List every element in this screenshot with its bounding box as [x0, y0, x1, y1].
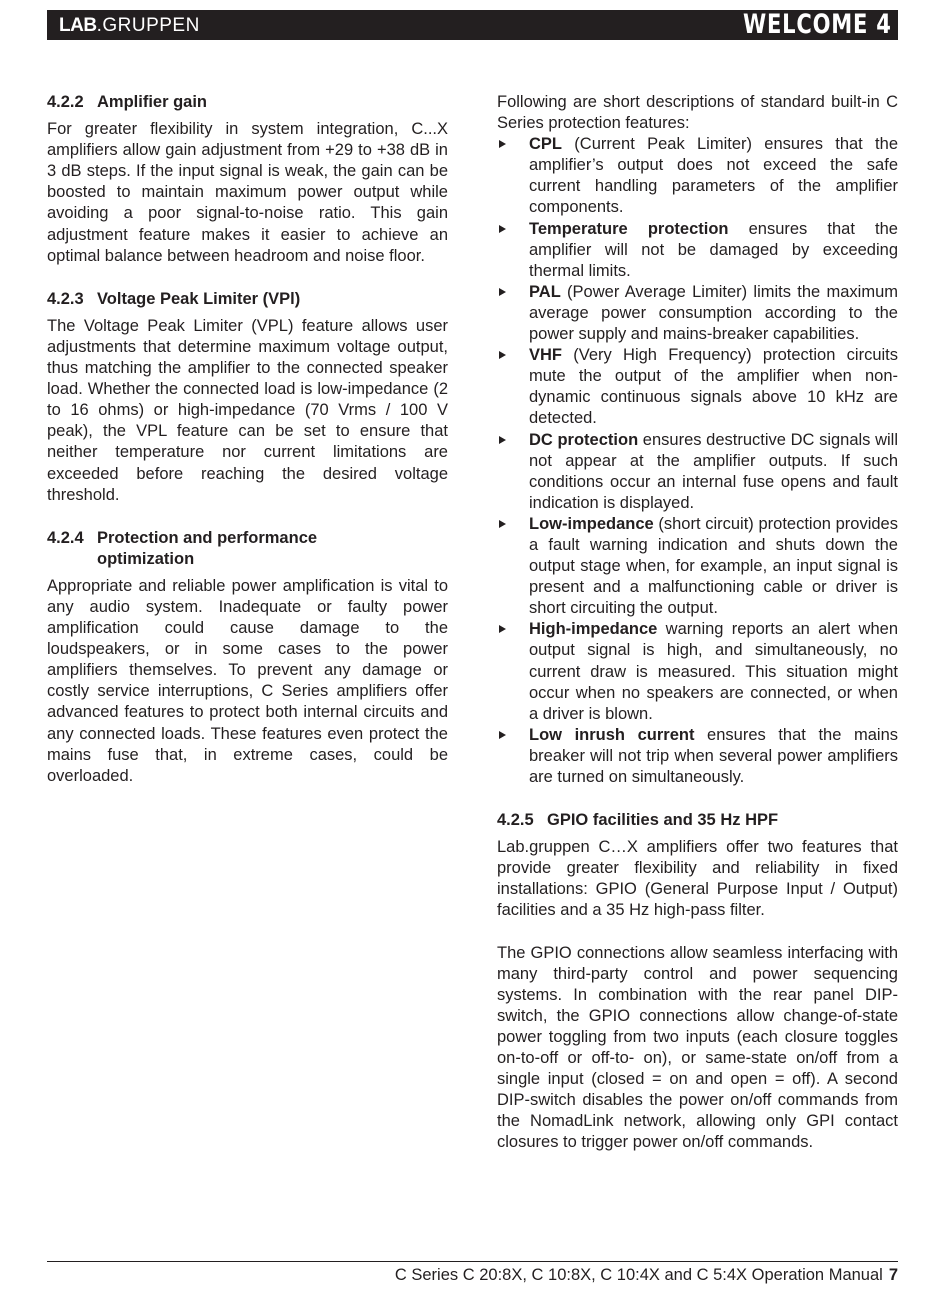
protection-feature-list	[497, 134, 898, 788]
list-item	[497, 219, 898, 282]
list-item	[497, 345, 898, 429]
heading-title: Protection and performance optimization	[97, 528, 318, 568]
bullet-triangle-icon	[499, 351, 506, 359]
heading-number: 4.2.3	[47, 289, 84, 308]
bullet-triangle-icon	[499, 625, 506, 633]
heading-number: 4.2.5	[497, 811, 534, 830]
logo-lab: LAB	[59, 15, 97, 36]
paragraph-gpio-intro: Lab.gruppen C…X amplifiers offer two features that provide greater flexibility and reliability in fixed installations: GPIO (General Purpose Input / Output) facilities and a 35 Hz high-pass filter.	[497, 838, 898, 920]
list-item	[497, 430, 898, 514]
list-item	[497, 725, 898, 788]
heading-title: Voltage Peak Limiter (VPl)	[97, 289, 301, 308]
bullet-triangle-icon	[499, 520, 506, 528]
heading-title: GPIO facilities and 35 Hz HPF	[547, 811, 779, 830]
paragraph-voltage-peak-limiter: The Voltage Peak Limiter (VPL) feature allows user adjustments that determine maximum voltage output, thus matching the amplifier to the connected speaker load. Whether the connected load is low-impedance (2 to 16 ohms) or high-impedance (70 Vrms / 100 V peak), the VPL feature can be set to ensure that neither temperature nor current limitations are exceeded before reaching the desired voltage threshold.	[47, 316, 448, 504]
bullet-triangle-icon	[499, 225, 506, 233]
feature-term: CPL	[529, 135, 562, 154]
left-column	[47, 92, 448, 787]
paragraph-protection: Appropriate and reliable power amplification is vital to any audio system. Inadequate or faulty power amplification could cause damage to the loudspeakers, or in some cases to the power amplifiers themselves. To prevent any damage or costly service interruptions, C Series amplifiers offer advanced features to protect both internal circuits and any connected loads. These features even protect the mains fuse that, in extreme cases, could be overloaded.	[47, 576, 448, 785]
bullet-triangle-icon	[499, 436, 506, 444]
footer	[395, 1264, 898, 1286]
feature-term: Low-impedance	[529, 514, 654, 533]
heading-4-2-3	[47, 289, 448, 310]
bullet-triangle-icon	[499, 140, 506, 148]
list-item	[497, 514, 898, 619]
feature-description: (short circuit) protection provides a fault warning indication and shuts down the output stage when, for example, an input signal is present and a malfunctioning cable or driver is short circuiting the output.	[529, 514, 898, 618]
logo-gruppen: .GRUPPEN	[96, 15, 200, 36]
paragraph-gpio-details: The GPIO connections allow seamless interfacing with many third-party control and power sequencing systems. In combination with the rear panel DIP-switch, the GPIO connections allow change-of-state power toggling from two inputs (each closure toggles on-to-off or off-to- on), or same-state on/off from a single input (closed = on and open = off). A second DIP-switch disables the power on/off commands from the NomadLink network, allowing only GPI contact closures to trigger power on/off commands.	[497, 943, 898, 1152]
heading-number: 4.2.2	[47, 93, 84, 111]
section-title: WELCOME 4	[743, 9, 892, 40]
feature-description: ensures destructive DC signals will not appear at the amplifier outputs. If such conditions occur an internal fuse opens and fault indication is displayed.	[529, 430, 898, 512]
list-item	[497, 282, 898, 345]
heading-4-2-2	[47, 92, 448, 113]
lab-gruppen-logo	[59, 15, 200, 37]
feature-term: PAL	[529, 282, 561, 301]
protection-intro: Following are short descriptions of standard built-in C Series protection features:	[497, 93, 898, 133]
feature-description: ensures that the mains breaker will not trip when several power amplifiers are turned on simultaneously.	[529, 725, 898, 786]
feature-description: (Current Peak Limiter) ensures that the amplifier’s output does not exceed the safe current handling parameters of the amplifier components.	[529, 135, 898, 217]
feature-term: DC protection	[529, 430, 639, 449]
heading-title: Amplifier gain	[97, 93, 208, 111]
header-bar	[47, 10, 898, 40]
feature-term: VHF	[529, 346, 562, 365]
feature-description: (Very High Frequency) protection circuits mute the output of the amplifier when non-dynamic continuous signals above 10 kHz are detected.	[529, 346, 898, 428]
feature-description: (Power Average Limiter) limits the maximum average power consumption according to the power supply and mains-breaker capabilities.	[529, 282, 898, 344]
list-item	[497, 134, 898, 218]
footer-divider	[47, 1261, 898, 1262]
right-column	[497, 92, 898, 1154]
feature-term: High-impedance	[529, 620, 658, 639]
feature-description: warning reports an alert when output signal is high, and simultaneously, no current draw is measured. This situation might occur when no speakers are connected, or when a driver is blown.	[529, 620, 898, 723]
paragraph-amplifier-gain: For greater flexibility in system integration, C...X amplifiers allow gain adjustment from +29 to +38 dB in 3 dB steps. If the input signal is weak, the gain can be boosted to maintain maximum power output while avoiding a poor signal-to-noise ratio. This gain adjustment feature makes it easier to achieve an optimal balance between headroom and noise floor.	[47, 120, 448, 265]
feature-term: Temperature protection	[529, 219, 729, 238]
page-number: 7	[888, 1266, 898, 1284]
heading-4-2-4	[47, 528, 448, 570]
bullet-triangle-icon	[499, 731, 506, 739]
feature-description: ensures that the amplifier will not be damaged by exceeding thermal limits.	[529, 219, 898, 280]
list-item	[497, 619, 898, 724]
footer-manual-title: C Series C 20:8X, C 10:8X, C 10:4X and C 5:4X Operation Manual	[394, 1266, 883, 1284]
heading-4-2-5	[497, 810, 898, 831]
bullet-triangle-icon	[499, 288, 506, 296]
heading-number: 4.2.4	[47, 528, 84, 547]
feature-term: Low inrush current	[529, 725, 695, 744]
